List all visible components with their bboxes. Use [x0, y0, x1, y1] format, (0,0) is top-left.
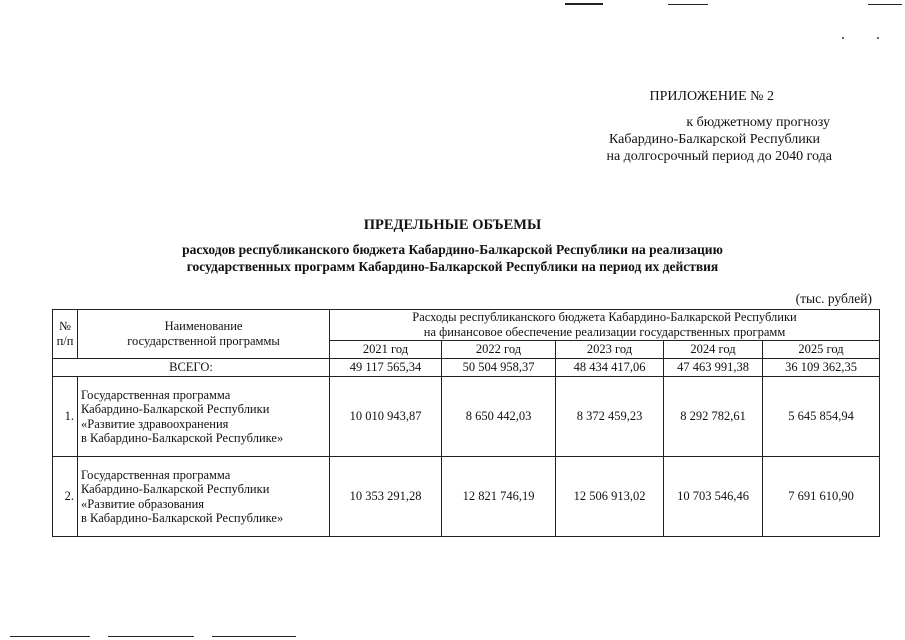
scan-artifact-top-3	[868, 4, 902, 5]
header-expenses: Расходы республиканского бюджета Кабардино-Балкарской Республики на финансовое обеспечение реализации государственных программ	[330, 310, 880, 341]
program-name: Государственная программа Кабардино-Балкарской Республики «Развитие здравоохранения в Кабардино-Балкарской Республике»	[78, 377, 330, 457]
scan-artifact-dot-1	[842, 37, 844, 39]
units-label: (тыс. рублей)	[795, 291, 872, 306]
program-value: 8 372 459,23	[556, 377, 664, 457]
program-value: 10 703 546,46	[664, 457, 763, 537]
total-value: 49 117 565,34	[330, 359, 442, 377]
total-value: 47 463 991,38	[664, 359, 763, 377]
subtitle-line-1: расходов республиканского бюджета Кабардино-Балкарской Республики на реализацию	[182, 242, 723, 257]
subtitle-line-2: государственных программ Кабардино-Балкарской Республики на период их действия	[186, 259, 719, 274]
total-label: ВСЕГО:	[53, 359, 330, 377]
program-value: 10 010 943,87	[330, 377, 442, 457]
program-value: 10 353 291,28	[330, 457, 442, 537]
total-value: 48 434 417,06	[556, 359, 664, 377]
document-subtitle	[0, 241, 905, 275]
appendix-line-2: Кабардино-Балкарской Республики	[609, 132, 820, 147]
program-value: 8 292 782,61	[664, 377, 763, 457]
program-value: 7 691 610,90	[763, 457, 880, 537]
header-year: 2023 год	[556, 341, 664, 359]
table-row	[53, 377, 880, 457]
table-row	[53, 457, 880, 537]
row-number: 1.	[53, 377, 78, 457]
header-num: № п/п	[53, 310, 78, 359]
total-row	[53, 359, 880, 377]
header-name: Наименование государственной программы	[78, 310, 330, 359]
total-value: 50 504 958,37	[442, 359, 556, 377]
scan-artifact-top-2	[668, 4, 708, 5]
appendix-number: ПРИЛОЖЕНИЕ № 2	[649, 89, 774, 104]
program-value: 12 506 913,02	[556, 457, 664, 537]
scan-artifact-bottom-3	[212, 636, 296, 637]
scan-artifact-top-1	[565, 3, 603, 5]
scan-artifact-dot-2	[877, 37, 879, 39]
program-value: 5 645 854,94	[763, 377, 880, 457]
program-name: Государственная программа Кабардино-Балкарской Республики «Развитие образования в Кабардино-Балкарской Республике»	[78, 457, 330, 537]
appendix-header	[560, 88, 890, 165]
header-year: 2022 год	[442, 341, 556, 359]
program-value: 8 650 442,03	[442, 377, 556, 457]
budget-table	[52, 309, 880, 537]
header-year: 2025 год	[763, 341, 880, 359]
row-number: 2.	[53, 457, 78, 537]
scan-artifact-bottom-2	[108, 636, 194, 637]
scan-artifact-bottom-1	[10, 636, 90, 637]
appendix-line-1: к бюджетному прогнозу	[686, 115, 830, 130]
program-value: 12 821 746,19	[442, 457, 556, 537]
header-year: 2024 год	[664, 341, 763, 359]
total-value: 36 109 362,35	[763, 359, 880, 377]
appendix-line-3: на долгосрочный период до 2040 года	[606, 149, 832, 164]
document-title: ПРЕДЕЛЬНЫЕ ОБЪЕМЫ	[363, 217, 542, 233]
header-year: 2021 год	[330, 341, 442, 359]
